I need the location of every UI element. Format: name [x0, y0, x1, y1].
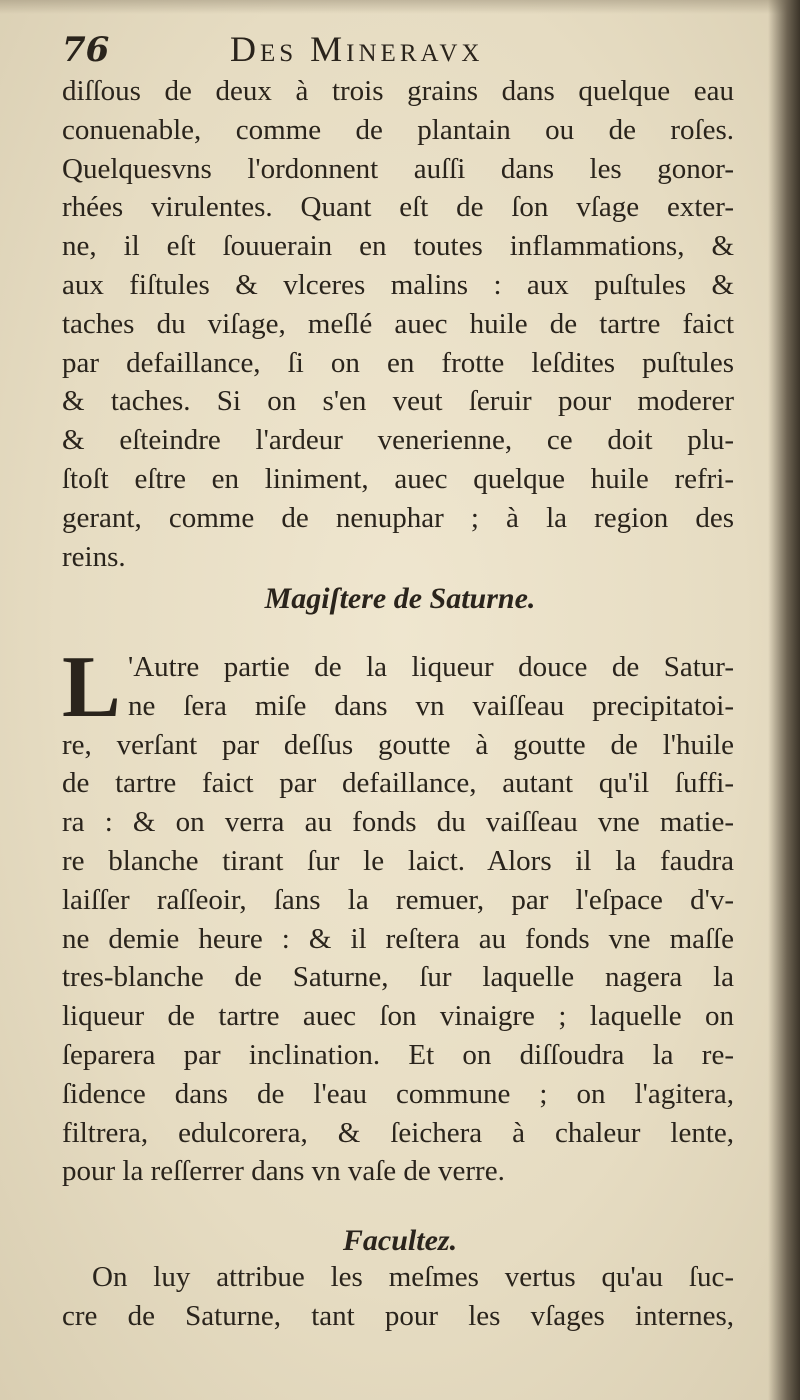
page-top-shadow	[0, 0, 800, 14]
page-gutter-shadow	[768, 0, 800, 1400]
text-line: diſſous de deux à trois grains dans quelque eau	[62, 75, 734, 107]
text-line: ſidence dans de l'eau commune ; on l'agitera,	[62, 1077, 734, 1110]
drop-capital: L	[62, 639, 121, 736]
text-line: 'Autre partie de la liqueur douce de Satur-	[128, 651, 734, 683]
text-line: ra : & on verra au fonds du vaiſſeau vne matie-	[62, 806, 734, 839]
text-line: ne ſera miſe dans vn vaiſſeau precipitatoi-	[128, 689, 734, 722]
running-head	[62, 26, 742, 78]
page-number: 76	[62, 30, 110, 70]
running-title: Des Mineravx	[230, 29, 484, 69]
text-line: cre de Saturne, tant pour les vſages internes,	[62, 1299, 734, 1332]
paragraph-magistere	[62, 648, 734, 1191]
text-line: On luy attribue les meſmes vertus qu'au ſuc-	[92, 1261, 734, 1293]
text-line: re, verſant par deſſus goutte à goutte de l'huile	[62, 728, 734, 761]
paragraph-continued	[62, 72, 734, 576]
text-line: ne demie heure : & il reſtera au fonds vne maſſe	[62, 922, 734, 955]
text-line: filtrera, edulcorera, & ſeichera à chaleur lente,	[62, 1116, 734, 1149]
text-line: liqueur de tartre auec ſon vinaigre ; laquelle on	[62, 1000, 734, 1033]
paragraph-facultez	[62, 1258, 734, 1336]
section-heading-facultez: Facultez.	[342, 1224, 458, 1257]
text-line: & eſteindre l'ardeur venerienne, ce doit plu-	[62, 424, 734, 457]
text-line: gerant, comme de nenuphar ; à la region des	[62, 501, 734, 534]
section-heading-magistere: Magiſtere de Saturne.	[264, 582, 536, 615]
text-line: de tartre faict par defaillance, autant qu'il ſuffi-	[62, 767, 734, 800]
text-line: pour la reſſerrer dans vn vaſe de verre.	[62, 1155, 505, 1188]
text-line: ſeparera par inclination. Et on diſſoudra la re-	[62, 1038, 734, 1071]
text-line: conuenable, comme de plantain ou de roſes.	[62, 113, 734, 146]
text-line: & taches. Si on s'en veut ſeruir pour moderer	[62, 385, 734, 418]
text-line: taches du viſage, meſlé auec huile de tartre faict	[62, 307, 734, 340]
text-line: laiſſer raſſeoir, ſans la remuer, par l'eſpace d'v-	[62, 883, 734, 916]
text-line: rhées virulentes. Quant eſt de ſon vſage exter-	[62, 191, 734, 224]
text-line: reins.	[62, 540, 126, 573]
text-line: ne, il eſt ſouuerain en toutes inflammations, &	[62, 230, 734, 263]
text-line: Quelquesvns l'ordonnent auſſi dans les gonor-	[62, 152, 734, 185]
text-line: re blanche tirant ſur le laict. Alors il la faudra	[62, 844, 734, 877]
text-line: ſtoſt eſtre en liniment, auec quelque huile refri-	[62, 462, 734, 495]
text-line: aux fiſtules & vlceres malins : aux puſtules &	[62, 268, 734, 301]
text-line: tres-blanche de Saturne, ſur laquelle nagera la	[62, 961, 734, 994]
text-line: par defaillance, ſi on en frotte leſdites puſtules	[62, 346, 734, 379]
